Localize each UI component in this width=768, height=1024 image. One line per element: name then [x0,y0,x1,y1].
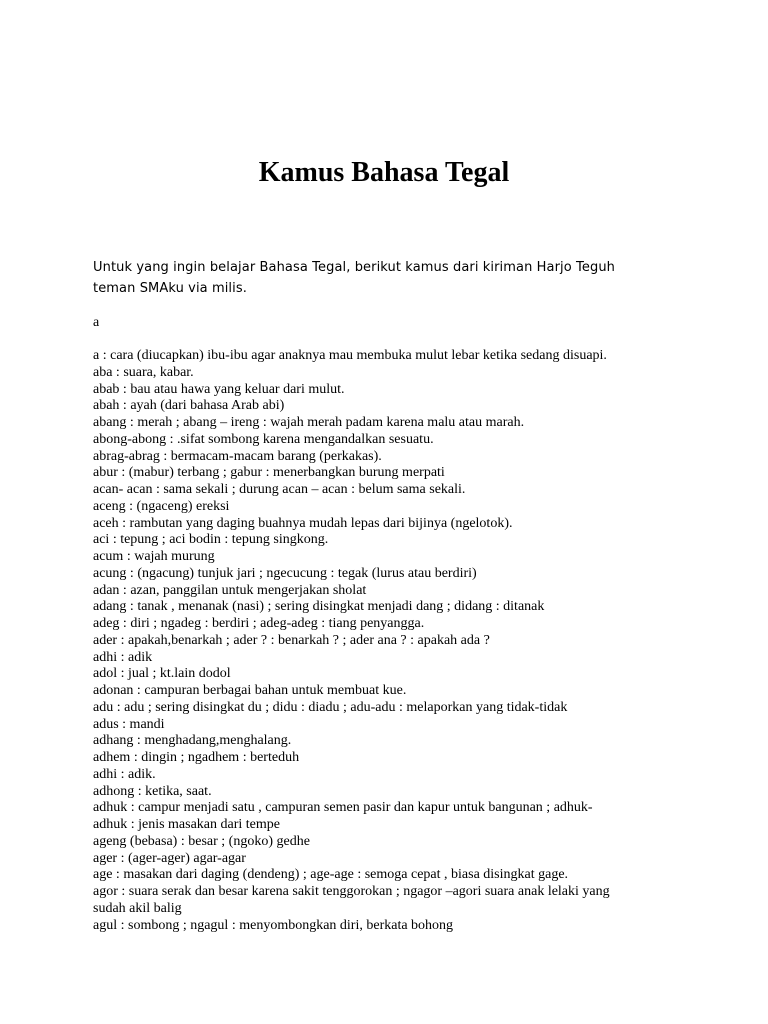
dictionary-entry: a : cara (diucapkan) ibu-ibu agar anaknya mau membuka mulut lebar ketika sedang disuapi. [93,348,607,363]
dictionary-entry: abah : ayah (dari bahasa Arab abi) [93,398,285,414]
dictionary-entry: agul : sombong ; ngagul : menyombongkan diri, berkata bohong [93,917,454,933]
dictionary-entry: ader : apakah,benarkah ; ader ? : benarkah ? ; ader ana ? : apakah ada ? [93,632,490,648]
dictionary-entry: ageng (bebasa) : besar ; (ngoko) gedhe [93,833,310,849]
dictionary-entry: adhuk : campur menjadi satu , campuran semen pasir dan kapur untuk bangunan ; adhuk- [93,800,593,816]
dictionary-entry: adus : mandi [93,716,165,732]
dictionary-entry: adhuk : jenis masakan dari tempe [93,817,280,832]
page-title: Kamus Bahasa Tegal [258,157,510,188]
dictionary-entry: sudah akil balig [93,900,182,916]
dictionary-entry: adu : adu ; sering disingkat du ; didu : diadu ; adu-adu : melaporkan yang tidak-tidak [93,699,568,715]
dictionary-entry: aceh : rambutan yang daging buahnya mudah lepas dari bijinya (ngelotok). [93,515,513,531]
dictionary-entry: adeg : diri ; ngadeg : berdiri ; adeg-adeg : tiang penyangga. [93,616,425,631]
intro-paragraph [93,257,693,299]
dictionary-entries [93,348,683,934]
dictionary-entry: aceng : (ngaceng) ereksi [93,498,230,514]
dictionary-entry: adhi : adik [93,649,153,665]
dictionary-entry: aba : suara, kabar. [93,364,194,380]
dictionary-entry: agor : suara serak dan besar karena sakit tenggorokan ; ngagor –agori suara anak lelaki yang [93,884,610,899]
dictionary-entry: adhong : ketika, saat. [93,783,212,799]
dictionary-entry: age : masakan dari daging (dendeng) ; age-age : semoga cepat , biasa disingkat gage. [93,867,569,883]
section-letter: a [93,315,100,330]
dictionary-entry: abur : (mabur) terbang ; gabur : menerbangkan burung merpati [93,465,445,481]
dictionary-entry: ager : (ager-ager) agar-agar [93,850,246,866]
dictionary-entry: aci : tepung ; aci bodin : tepung singkong. [93,532,329,548]
dictionary-entry: abrag-abrag : bermacam-macam barang (perkakas). [93,448,382,464]
intro-line-2: teman SMAku via milis. [93,281,247,296]
dictionary-entry: adan : azan, panggilan untuk mengerjakan sholat [93,582,367,598]
dictionary-entry: adhem : dingin ; ngadhem : berteduh [93,750,300,765]
dictionary-entry: acum : wajah murung [93,549,215,564]
dictionary-entry: adhang : menghadang,menghalang. [93,733,292,749]
intro-line-1: Untuk yang ingin belajar Bahasa Tegal, berikut kamus dari kiriman Harjo Teguh [93,260,616,275]
dictionary-entry: adhi : adik. [93,766,156,782]
dictionary-entry: adol : jual ; kt.lain dodol [93,666,231,682]
dictionary-entry: acan- acan : sama sekali ; durung acan – acan : belum sama sekali. [93,482,466,497]
dictionary-entry: adang : tanak , menanak (nasi) ; sering disingkat menjadi dang ; didang : ditanak [93,599,545,615]
dictionary-entry: adonan : campuran berbagai bahan untuk membuat kue. [93,683,407,698]
dictionary-entry: abang : merah ; abang – ireng : wajah merah padam karena malu atau marah. [93,415,525,430]
dictionary-entry: abong-abong : .sifat sombong karena mengandalkan sesuatu. [93,431,434,447]
dictionary-entry: abab : bau atau hawa yang keluar dari mulut. [93,381,345,397]
dictionary-entry: acung : (ngacung) tunjuk jari ; ngecucung : tegak (lurus atau berdiri) [93,565,477,581]
